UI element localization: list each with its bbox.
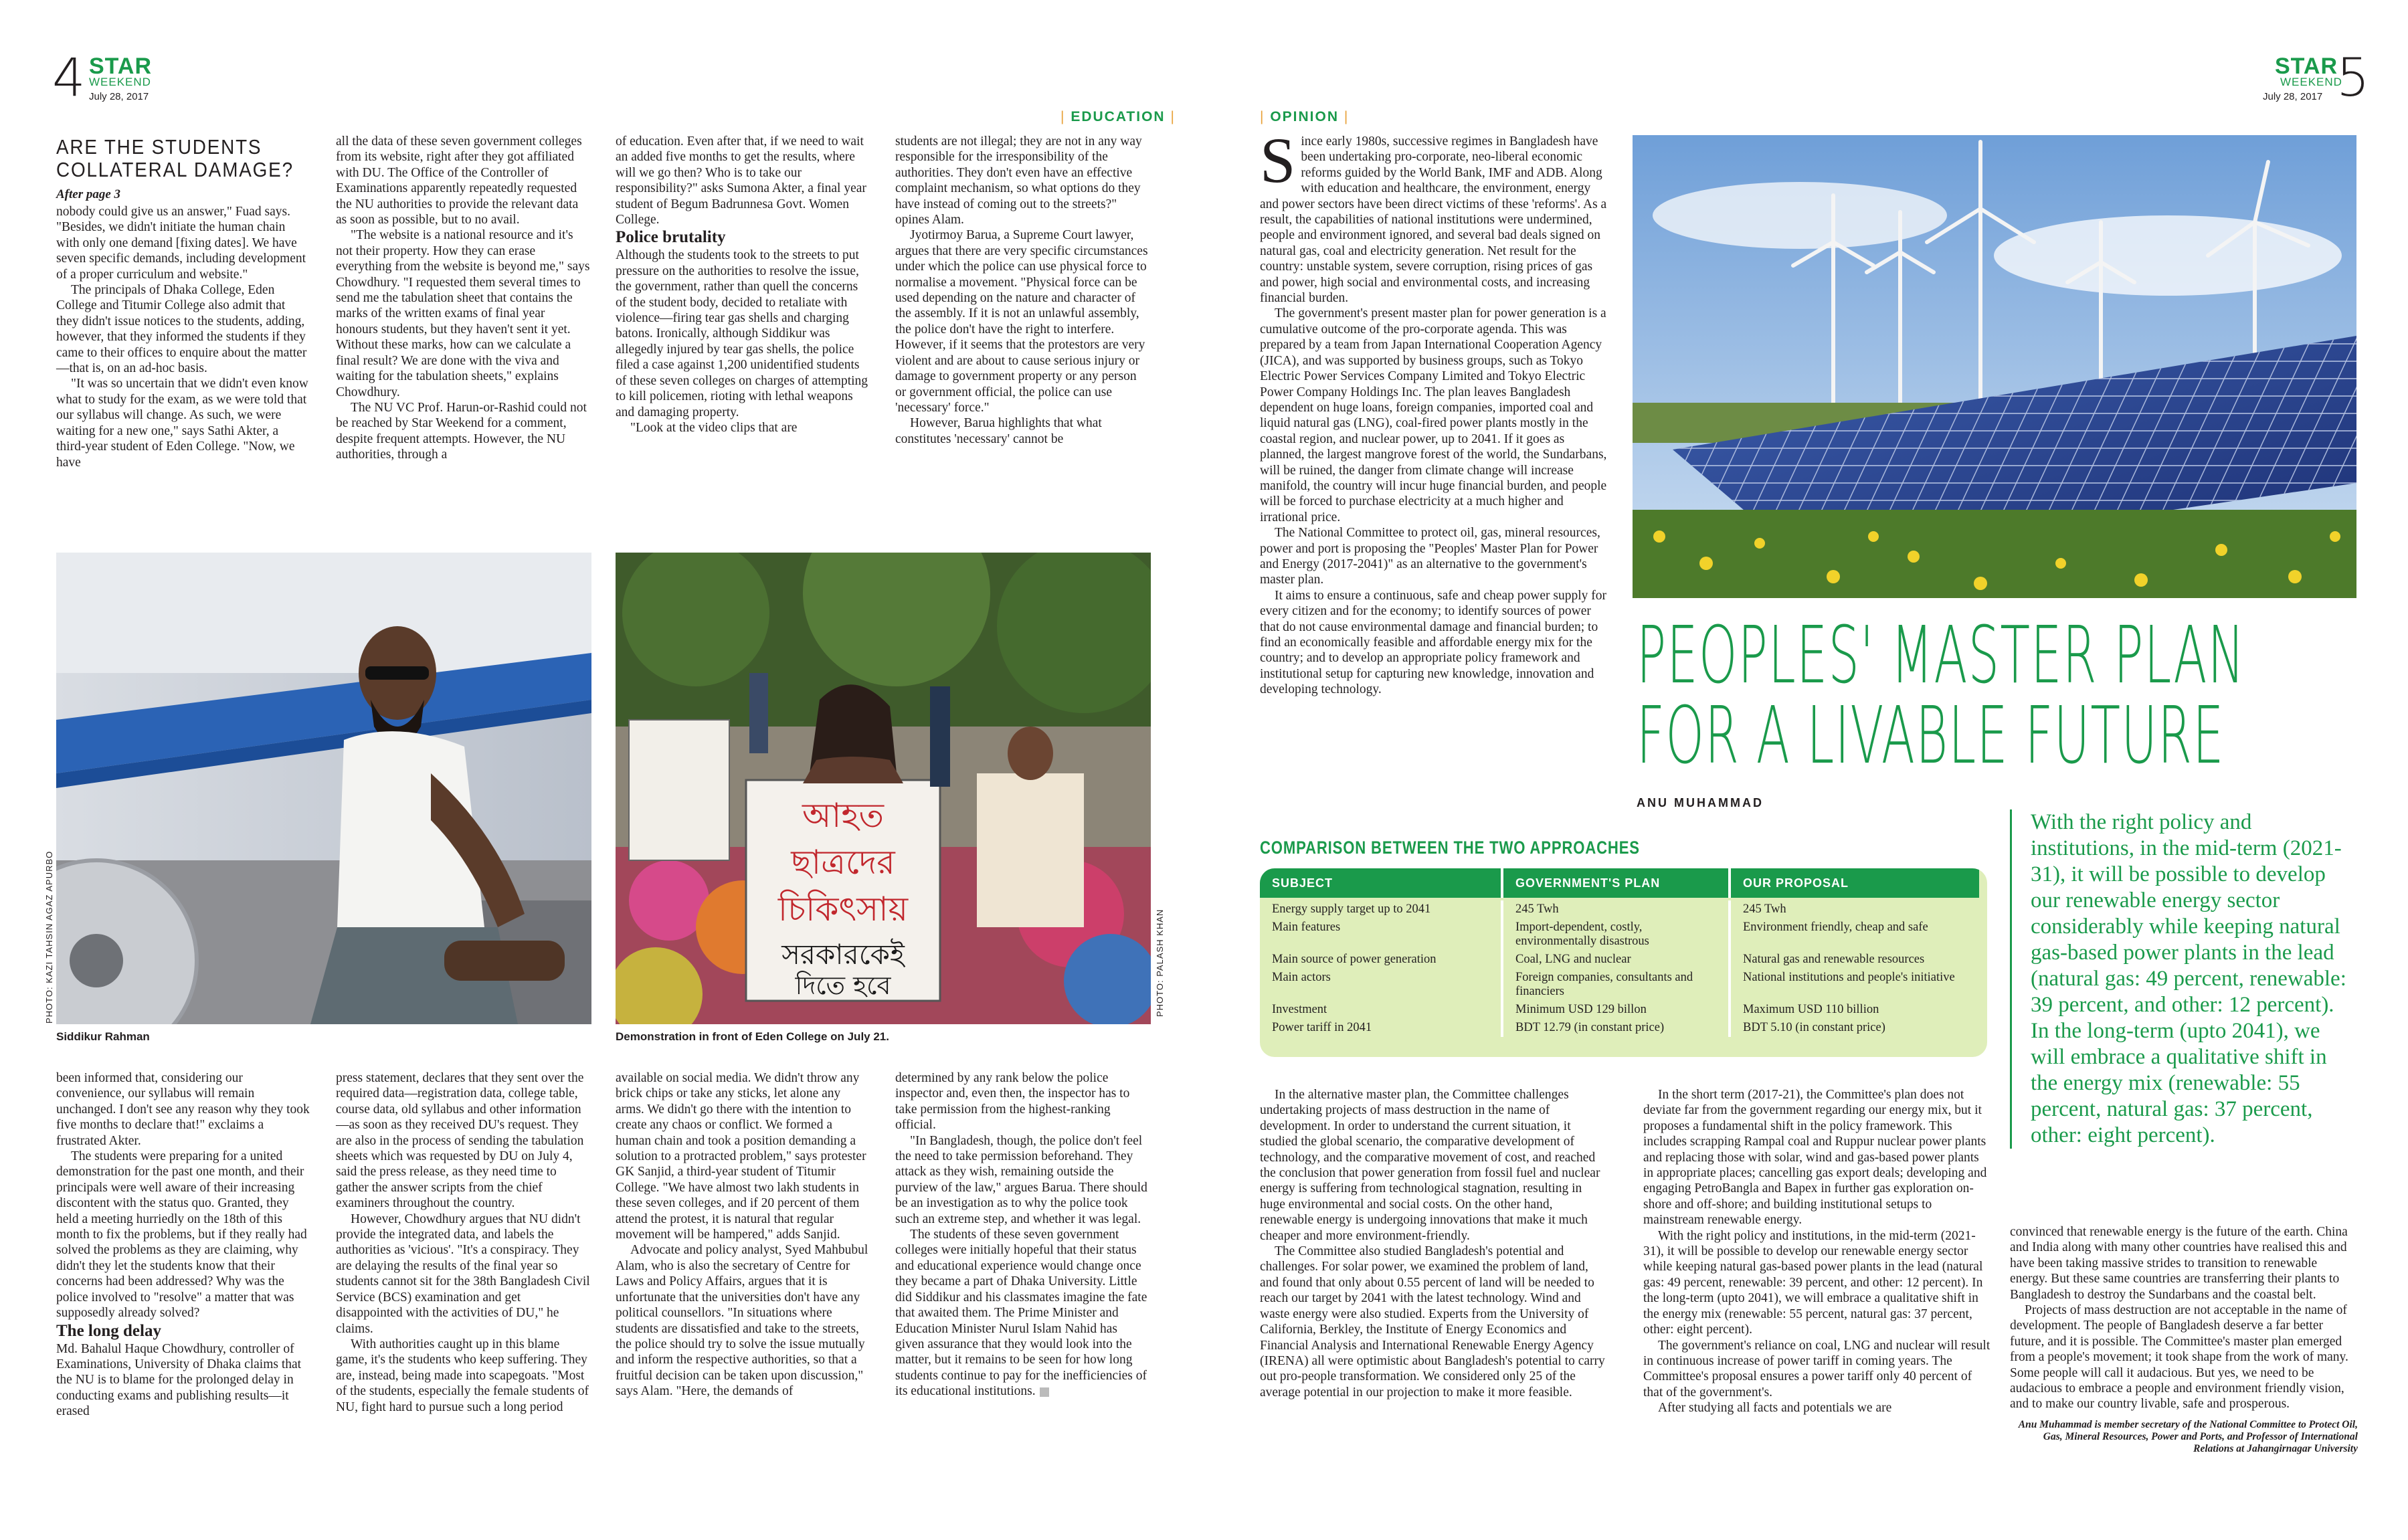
paragraph: "Look at the video clips that are	[630, 420, 798, 435]
paragraph: In the short term (2017-21), the Committee's plan does not deviate far from the government regarding our energy mix, but it proposes a fundamental shift in the policy framework. This includes scrapping Rampal coal and Ruppur nuclear power plants and replacing those with solar, wind and gas-based power plants in appropriate places; cancelling gas export deals; developing and engaging PetroBangla and Bapex in further gas exploration on-shore and off-shore; and building institutional setups to mainstream renewable energy.	[1643, 1088, 1987, 1228]
paragraph: available on social media. We didn't throw any brick chips or take any sticks, let alone any arms. We didn't go there with the intention to create any chaos or conflict. We formed a human chain and took a position demanding a solution to a protracted problem," says protester GK Sanjid, a third-year student of Titumir College. "We have almost two lakh students in these seven colleges, and if 20 percent of them attend the protest, it is natural that regular movement will be hampered," adds Sanjid.	[616, 1071, 866, 1242]
hospital-photo-illustration	[56, 553, 591, 1024]
paragraph: Md. Bahalul Haque Chowdhury, controller of Examinations, University of Dhaka claims that the NU is to blame for the prolonged delay in conducting exams and publishing results—it erased	[56, 1341, 302, 1419]
paragraph: "It was so uncertain that we didn't even know what to study for the exam, as we were told that our syllabus will change. As such, we were waiting for a new one," says Sathi Akter, a third-year student of Eden College. "Now, we have	[56, 377, 308, 470]
header-subject: SUBJECT	[1260, 868, 1501, 898]
photo-credit-1: PHOTO: KAZI TAHSIN AGAZ APURBO	[44, 850, 54, 1024]
table-cell: Main actors	[1272, 971, 1331, 984]
paragraph: The government's present master plan for power generation is a cumulative outcome of the pro-corporate agenda. This was prepared by a team from Japan International Cooperation Agency (JICA), and was supported by business groups, such as Tokyo Electric Power Services Company Limited and Tokyo Electric Power Company Holdings Inc. The plan leaves Bangladesh dependent on huge loans, foreign companies, imported coal and liquid natural gas (LNG), coal-fired power plants mostly in the coastal region, and nuclear power, up to 2041. If it goes as planned, the largest mangrove forest of the world, the Sundarbans, will be ruined, the danger from climate change will increase manifold, the country will incur huge financial burden, and people will be forced to purchase electricity at a much higher and irrational price.	[1260, 306, 1607, 524]
end-mark-icon	[1040, 1387, 1049, 1397]
continued-from: After page 3	[56, 187, 121, 201]
table-row	[1260, 1019, 1987, 1037]
table-cell: Minimum USD 129 billon	[1501, 1001, 1728, 1019]
sign-text-4: সরকারকেই	[781, 938, 905, 971]
paragraph: It aims to ensure a continuous, safe and cheap power supply for every citizen and for the economy; to identify sources of power that do not cause environmental damage and financial burden; to find an economically feasible and affordable energy mix for the country; and to develop an appropriate policy framework and institutional setup for capturing new knowledge, innovation and developing technology.	[1260, 588, 1607, 697]
paragraph: of education. Even after that, if we need to wait an added five months to get the results, where will we go then? Who is to take our responsibility?" asks Sumona Akter, a final year student of Begum Badrunnesa Govt. Women College.	[616, 134, 866, 227]
author-bio: Anu Muhammad is member secretary of the National Committee to Protect Oil, Gas, Mineral Resources, Power and Ports, and Professor of International Relations at Jahangirnagar University	[2018, 1418, 2358, 1454]
table-cell: Main source of power generation	[1272, 953, 1437, 966]
left-bottom-col-3	[616, 1070, 870, 1400]
article-title-line1: ARE THE STUDENTS	[56, 135, 262, 159]
paragraph: Jyotirmoy Barua, a Supreme Court lawyer, argues that there are very specific circumstances under which the police can use physical force to normalise a movement. "Physical force can be used depending on the nature and character of the assembly. If it is not an unlawful assembly, the police don't have the right to interfere. However, if it seems that the protestors are very violent and are about to cause serious injury or damage to government property or any person or government official, the police can use 'necessary' force."	[895, 228, 1148, 415]
left-bottom-col-1	[56, 1070, 310, 1420]
paragraph: The principals of Dhaka College, Eden College and Titumir College also admit that they didn't issue notices to the students, adding, however, that they informed the students if they came to their offices to enquire about the matter—that is, on an ad-hoc basis.	[56, 283, 307, 376]
page-number-left: 4	[52, 48, 86, 108]
paragraph: students are not illegal; they are not in any way responsible for the irresponsibility of the authorities. They don't even have an effective complaint mechanism, so what options do they have instead of coming out to the streets?" opines Alam.	[895, 134, 1142, 227]
paragraph: "In Bangladesh, though, the police don't feel the need to take permission beforehand. They attack as they wish, remaining outside the purview of the law," argues Barua. There should be an investigation as to why the police took such an extreme step, and whether it was legal.	[895, 1133, 1147, 1226]
table-cell: Foreign companies, consultants and financiers	[1501, 969, 1728, 1001]
paragraph: The students of these seven government colleges were initially hopeful that their status and educational experience would change once they became a part of Dhaka University. Little did Siddikur and his classmates imagine the fate that awaited them. The Prime Minister and Education Minister Nurul Islam Nahid has given assurance that they would look into the matter, but it remains to be seen for how long students continue to pay for the inefficiencies of its educational institutions.	[895, 1228, 1147, 1399]
comparison-table-title: COMPARISON BETWEEN THE TWO APPROACHES	[1260, 838, 1640, 858]
right-bottom-col-2	[1643, 1087, 1991, 1416]
sign-text-5: দিতে হবে	[795, 971, 891, 1000]
paragraph: The students were preparing for a united demonstration for the past one month, and their principals were well aware of their increasing discontent with the status quo. Granted, they held a meeting hurriedly on the 18th of this month to fix the problems, but if they really had solved the problems as they are claiming, why didn't they let the students know that their concerns had been addressed? Why was the police involved to "resolve" a matter that was supposedly already solved?	[56, 1149, 307, 1321]
paragraph: Although the students took to the streets to put pressure on the authorities to resolve the issue, the government, rather than quell the concerns of the student body, decided to retaliate with violence—firing tear gas shells and charging batons. Ironically, although Siddikur was allegedly injured by tear gas shells, the police filed a case against 1,200 unidentified students of these seven colleges on charges of attempting to kill policemen, rioting with lethal weapons and damaging property.	[616, 248, 868, 419]
masthead-date-left: July 28, 2017	[89, 91, 149, 102]
photo-siddikur	[56, 553, 591, 1024]
paragraph: However, Chowdhury argues that NU didn't provide the integrated data, and labels the authorities as 'vicious'. "It's a conspiracy. They are delaying the results of the final year so students cannot sit for the 38th Bangladesh Civil Service (BCS) examination and get disappointed with the activities of DU," he claims.	[336, 1212, 590, 1336]
table-cell: National institutions and people's initiative	[1728, 969, 1979, 1001]
left-col-4	[895, 134, 1149, 447]
masthead-brand-right: STAR	[2275, 54, 2338, 79]
table-row	[1260, 1001, 1987, 1019]
table-row	[1260, 919, 1987, 951]
paragraph: The National Committee to protect oil, gas, mineral resources, power and port is proposing the "Peoples' Master Plan for Power and Energy (2017-2041)" as an alternative to the government's master plan.	[1260, 526, 1600, 587]
article-title-line2: COLLATERAL DAMAGE?	[56, 158, 294, 181]
comparison-table-header	[1260, 868, 1987, 898]
paragraph: With the right policy and institutions, in the mid-term (2021-31), it will be possible to develop our renewable energy sector while keeping natural gas-based power plants in the lead (natural gas: 49 percent, renewable: 39 percent, and other: 12 percent). In the long-term (upto 2041), we will embrace a qualitative shift in the energy mix (renewable: 55 percent, natural gas: 37 percent, other: eight percent).	[1643, 1228, 1983, 1337]
table-cell: Environment friendly, cheap and safe	[1728, 919, 1979, 951]
subhead-police-brutality: Police brutality	[616, 228, 726, 247]
photo-demonstration	[616, 553, 1151, 1024]
masthead-brand-left: STAR	[89, 54, 153, 79]
left-col-1	[56, 204, 310, 470]
paragraph: With authorities caught up in this blame game, it's the students who keep suffering. They are, instead, being made into scapegoats. "Most of the students, especially the female students of NU, fight hard to pursue such a long period	[336, 1337, 589, 1414]
masthead-sub-left: WEEKEND	[89, 76, 151, 88]
page-number-right: 5	[2336, 48, 2370, 108]
table-cell: Natural gas and renewable resources	[1728, 951, 1979, 969]
sign-text-1: আহত	[802, 796, 885, 835]
paragraph: Since early 1980s, successive regimes in Bangladesh have been undertaking pro-corporate, neo-liberal economic reforms guided by the World Bank, IMF and ADB. Along with education and healthcare, the environment, energy and power sectors have been direct victims of these 'reforms'. As a result, the capabilities of national institutions were undermined, people and environment ignored, and several bad deals signed on natural gas, coal and electricity generation. Net result for the country: unstable system, severe corruption, rising prices of gas and power, high social and environmental costs, and increasing financial burden.	[1260, 124, 1607, 306]
paragraph: The Committee also studied Bangladesh's potential and challenges. For solar power, we examined the problem of land, and found that only about 0.55 percent of land will be needed to reach our target by 2041 with the latest technology. Wind and waste energy were also studied. Experts from the University of California, Berkley, the Institute of Energy Economics and Financial Analysis and International Renewable Energy Agency (IRENA) all were optimistic about Bangladesh's potential to carry out pro-people transformation. We considered only 25 of the average potential in our projection to make it more feasible.	[1260, 1244, 1605, 1400]
left-bottom-col-4	[895, 1070, 1149, 1400]
paragraph: nobody could give us an answer," Fuad says. "Besides, we didn't initiate the human chain with only one demand [fixing dates]. We have seven specific demands, including development of a proper curriculum and website."	[56, 205, 306, 282]
paragraph: all the data of these seven government colleges from its website, right after they got affiliated with DU. The Office of the Controller of Examinations apparently repeatedly requested the NU authorities to provide the relevant data as soon as possible, but to no avail.	[336, 134, 582, 227]
paragraph: In the alternative master plan, the Committee challenges undertaking projects of mass destruction in the name of development. In order to understand the current situation, it studied the global scenario, the comparative development of technology, and the comparative movement of cost, and reached the conclusion that power generation from fossil fuel and nuclear energy is suffering from technological stagnation, resulting in huge environmental and social costs. On the other hand, renewable energy is undergoing innovations that make it much cheaper and more environment-friendly.	[1260, 1088, 1600, 1243]
table-cell: Import-dependent, costly, environmentally disastrous	[1501, 919, 1728, 951]
masthead-date-right: July 28, 2017	[2263, 91, 2323, 102]
paragraph: determined by any rank below the police inspector and, even then, the inspector has to take permission from the highest-ranking official.	[895, 1071, 1130, 1133]
photo-caption-1: Siddikur Rahman	[56, 1030, 150, 1043]
paragraph: After studying all facts and potentials we are	[1658, 1401, 1892, 1416]
opinion-title-line1: PEOPLES' MASTER PLAN	[1637, 609, 2245, 701]
table-cell: BDT 5.10 (in constant price)	[1728, 1019, 1979, 1037]
dropcap: S	[1260, 124, 1296, 196]
photo-solar-wind	[1633, 135, 2356, 598]
opinion-intro	[1260, 124, 1608, 698]
paragraph: convinced that renewable energy is the future of the earth. China and India along with many other countries have realised this and have been taking massive strides to transition to renewable energy. But these same countries are transferring their plants to Bangladesh to destroy the Sundarbans and the coastal belt.	[2010, 1225, 2348, 1302]
byline: ANU MUHAMMAD	[1637, 796, 1764, 809]
table-row	[1260, 898, 1987, 919]
header-government: GOVERNMENT'S PLAN	[1501, 868, 1728, 898]
sign-text-2: ছাত্রদের	[791, 843, 895, 882]
photo-credit-2: PHOTO: PALASH KHAN	[1155, 908, 1165, 1017]
subhead-long-delay: The long delay	[56, 1321, 161, 1340]
pull-quote: With the right policy and institutions, in the mid-term (2021-31), it will be possible to develop our renewable energy sector considerably while keeping natural gas-based power plants in the lead (natural gas: 49 percent, renewable: 39 percent, and other: 12 percent). In the long-term (upto 2041), we will embrace a qualitative shift in the energy mix (renewable: 55 percent, natural gas: 37 percent, other: eight percent).	[2010, 809, 2358, 1149]
right-bottom-col-3	[2010, 1224, 2358, 1455]
paragraph: "The website is a national resource and it's not their property. How they can erase everything from the website is beyond me," says Chowdhury. "I requested them several times to send me the tabulation sheet that contains the marks of the written exams of final year honours students, but they haven't sent it yet. Without these marks, how can we calculate a final result? We are done with the viva and waiting for the tabulation sheets," explains Chowdhury.	[336, 228, 590, 399]
table-cell: Energy supply target up to 2041	[1272, 902, 1431, 916]
table-cell: Investment	[1272, 1003, 1327, 1016]
table-cell: 245 Twh	[1501, 900, 1728, 919]
paragraph: However, Barua highlights that what constitutes 'necessary' cannot be	[895, 416, 1102, 446]
paragraph: been informed that, considering our convenience, our syllabus will remain unchanged. I don't see any reason why they took five months to declare that!" exclaims a frustrated Akter.	[56, 1071, 310, 1148]
paragraph: The government's reliance on coal, LNG and nuclear will result in continuous increase of power tariff in coming years. The Committee's proposal ensures a power tariff only 40 percent of that of the government's.	[1643, 1338, 1990, 1400]
protest-photo-illustration	[616, 553, 1151, 1024]
opinion-title-line2: FOR A LIVABLE FUTURE	[1637, 689, 2225, 781]
table-cell: Power tariff in 2041	[1272, 1021, 1372, 1034]
photo-caption-2: Demonstration in front of Eden College on July 21.	[616, 1030, 889, 1043]
left-col-3	[616, 134, 870, 436]
masthead-sub-right: WEEKEND	[2280, 76, 2342, 88]
section-tag-education: | EDUCATION |	[1060, 109, 1176, 124]
table-cell: 245 Twh	[1728, 900, 1979, 919]
right-bottom-col-1	[1260, 1087, 1608, 1400]
table-cell: Main features	[1272, 921, 1341, 934]
header-proposal: OUR PROPOSAL	[1728, 868, 1979, 898]
table-row	[1260, 951, 1987, 969]
comparison-table	[1260, 868, 1987, 1057]
solar-wind-illustration	[1633, 135, 2356, 598]
table-cell: Maximum USD 110 billion	[1728, 1001, 1979, 1019]
table-row	[1260, 969, 1987, 1001]
sign-text-3: চিকিৎসায়	[777, 890, 909, 929]
paragraph: Advocate and policy analyst, Syed Mahbubul Alam, who is also the secretary of Centre for Laws and Policy Affairs, argues that it is unfortunate that the universities don't have any political counsellors. "In situations where students are dissatisfied and take to the streets, the police should try to solve the issue mutually and inform the respective authorities, so that a fruitful decision can be taken upon discussion," says Alam. "Here, the demands of	[616, 1243, 868, 1399]
section-tag-opinion: | OPINION |	[1260, 109, 1350, 124]
left-col-2	[336, 134, 590, 463]
paragraph: The NU VC Prof. Harun-or-Rashid could not be reached by Star Weekend for a comment, despite frequent attempts. However, the NU authorities, through a	[336, 400, 587, 462]
table-cell: Coal, LNG and nuclear	[1501, 951, 1728, 969]
left-bottom-col-2	[336, 1070, 590, 1415]
table-cell: BDT 12.79 (in constant price)	[1501, 1019, 1728, 1037]
paragraph: press statement, declares that they sent over the required data—registration data, college table, course data, old syllabus and other information—as soon as they received DU's request. They are also in the process of sending the tabulation sheets which was requested by DU on July 4, said the press release, as they need time to gather the answer scripts from the chief examiners throughout the country.	[336, 1071, 584, 1211]
paragraph: Projects of mass destruction are not acceptable in the name of development. The people of Bangladesh deserve a far better future, and it is possible. The Committee's master plan emerged from a people's movement; it took shape from the work of many. Some people will call it audacious. But yes, we need to be audacious to embrace a people and environment friendly vision, and to make our country livable, safe and prosperous.	[2010, 1303, 2348, 1412]
